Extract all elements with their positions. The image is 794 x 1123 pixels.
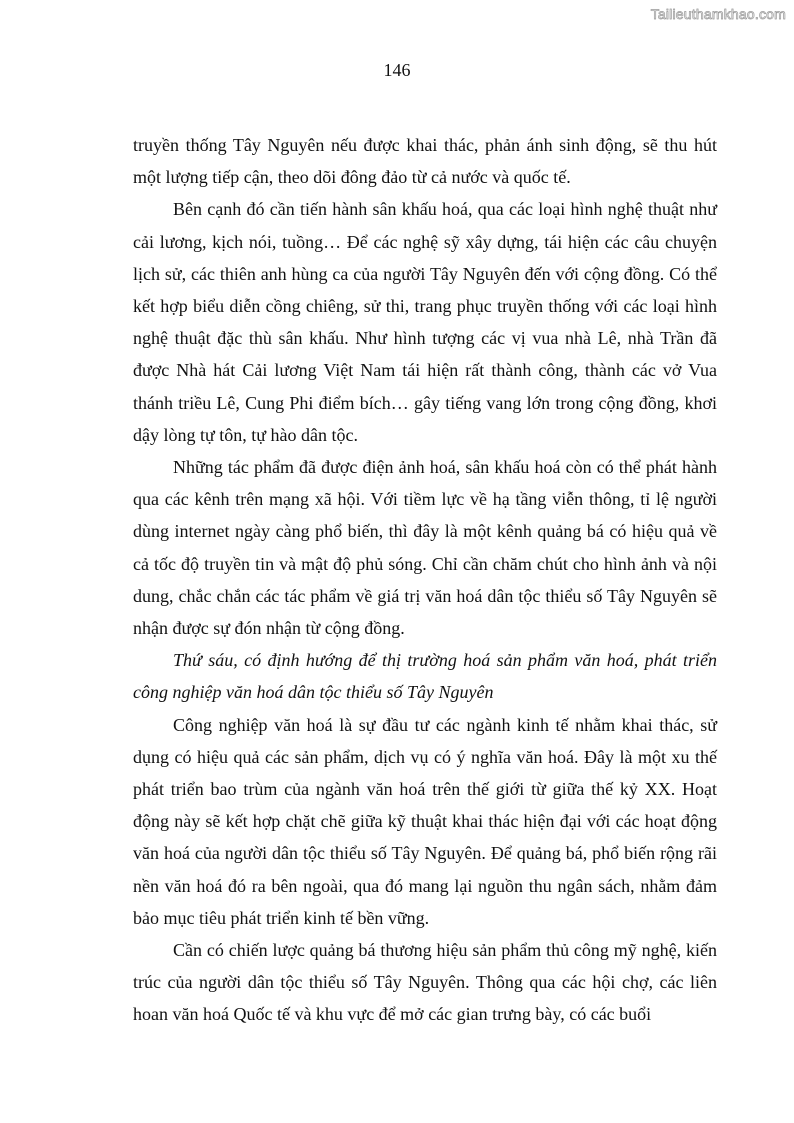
paragraph-continuation: truyền thống Tây Nguyên nếu được khai thác, phản ánh sinh động, sẽ thu hút một lượng tiếp cận, theo dõi đông đảo từ cả nước và quốc tế. [133,135,717,188]
section-heading: Thứ sáu, có định hướng để thị trường hoá sản phẩm văn hoá, phát triển công nghiệp văn hoá dân tộc thiểu số Tây Nguyên [133,650,717,703]
paragraph-cultural-industry: Công nghiệp văn hoá là sự đầu tư các ngành kinh tế nhằm khai thác, sử dụng có hiệu quả các sản phẩm, dịch vụ có ý nghĩa văn hoá. Đây là một xu thế phát triển bao trùm của ngành văn hoá trên thế giới từ giữa thế kỷ XX. Hoạt động này sẽ kết hợp chặt chẽ giữa kỹ thuật khai thác hiện đại với các hoạt động văn hoá của người dân tộc thiểu số Tây Nguyên. Để quảng bá, phổ biến rộng rãi nền văn hoá đó ra bên ngoài, qua đó mang lại nguồn thu ngân sách, nhằm đảm bảo mục tiêu phát triển kinh tế bền vững. [133,714,717,928]
document-body [133,129,717,1031]
paragraph-stage-performance: Bên cạnh đó cần tiến hành sân khấu hoá, qua các loại hình nghệ thuật như cải lương, kịch nói, tuồng… Để các nghệ sỹ xây dựng, tái hiện các câu chuyện lịch sử, các thiên anh hùng ca của người Tây Nguyên đến với cộng đồng. Có thể kết hợp biểu diễn cồng chiêng, sử thi, trang phục truyền thống với các loại hình nghệ thuật đặc thù sân khấu. Như hình tượng các vị vua nhà Lê, nhà Trần đã được Nhà hát Cải lương Việt Nam tái hiện rất thành công, thành các vở Vua thánh triều Lê, Cung Phi điểm bích… gây tiếng vang lớn trong cộng đồng, khơi dậy lòng tự tôn, tự hào dân tộc. [133,199,717,445]
paragraph-branding-strategy: Cần có chiến lược quảng bá thương hiệu sản phẩm thủ công mỹ nghệ, kiến trúc của người dân tộc thiểu số Tây Nguyên. Thông qua các hội chợ, các liên hoan văn hoá Quốc tế và khu vực để mở các gian trưng bày, có các buổi [133,940,717,1025]
paragraph-social-media: Những tác phẩm đã được điện ảnh hoá, sân khấu hoá còn có thể phát hành qua các kênh trên mạng xã hội. Với tiềm lực về hạ tầng viễn thông, tỉ lệ người dùng internet ngày càng phổ biến, thì đây là một kênh quảng bá có hiệu quả về cả tốc độ truyền tin và mật độ phủ sóng. Chỉ cần chăm chút cho hình ảnh và nội dung, chắc chắn các tác phẩm về giá trị văn hoá dân tộc thiểu số Tây Nguyên sẽ nhận được sự đón nhận từ cộng đồng. [133,457,717,639]
watermark: Tailieuthamkhao.com [650,6,786,22]
page-number: 146 [383,60,411,80]
